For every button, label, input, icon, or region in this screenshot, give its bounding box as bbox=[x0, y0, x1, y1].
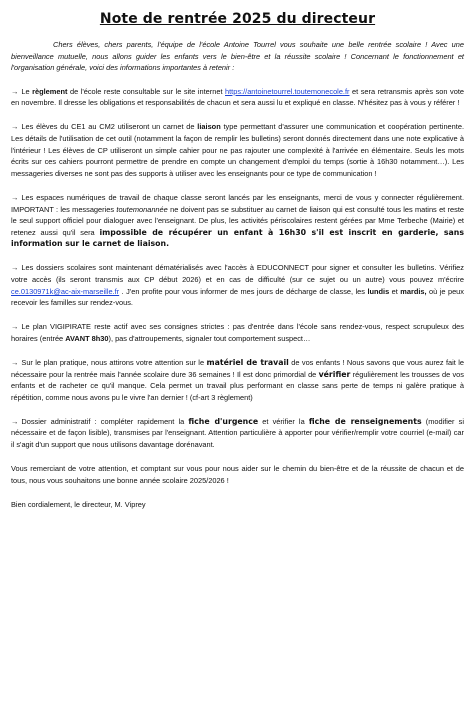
arrow-icon: → bbox=[11, 357, 19, 367]
administratif-paragraph: → Dossier administratif : compléter rapidement la fiche d'urgence et vérifier la fiche de renseignements (modifier si nécessaire et de façon lisible), transmises par l'enseignant. Attention particulière à apporter pour vérifier/remplir votre courriel (e-mail) car il s'agit d'un support que nous utilisons davantage dorénavant. bbox=[11, 416, 464, 450]
reglement-paragraph: → Le règlement de l'école reste consultable sur le site internet https://antoinetourrel.toutemonecole.fr et sera retransmis après son vote en novembre. Il dresse les obligations et responsabilités de chacun et sera aussi lu et expliqué en classe. N'hésitez pas à vous y référer ! bbox=[11, 86, 464, 108]
dossiers-paragraph: → Les dossiers scolaires sont maintenant dématérialisés avec l'accès à EDUCONNECT pour signer et consulter les bulletins. Vérifiez votre accès (ils seront transmis aux CP début 2026) et en cas de difficulté (sur ce sujet ou un autre) vous pouvez m'écrire ce.0130971k@ac-aix-marseille.fr . J'en profite pour vous informer de mes jours de décharge de classe, les lundis et mardis, où je peux recevoir les familles sur rendez-vous. bbox=[11, 263, 464, 308]
arrow-icon: → bbox=[11, 263, 19, 273]
fiche-renseignements-keyword: fiche de renseignements bbox=[308, 416, 422, 426]
arrow-icon: → bbox=[11, 416, 19, 426]
arrow-icon: → bbox=[11, 322, 19, 332]
vigipirate-paragraph: → Le plan VIGIPIRATE reste actif avec ses consignes strictes : pas d'entrée dans l'école sans rendez-vous, respect scrupuleux des horaires (entrée AVANT 8h30), pas d'attroupements, signaler tout comportement suspect… bbox=[11, 322, 464, 343]
intro-paragraph: Chers élèves, chers parents, l'équipe de l'école Antoine Tourrel vous souhaite une belle rentrée scolaire ! Avec une bienveillance mutuelle, nous allons guider les enfants vers le bien-être et la réussite scolaire ! Concernant le fonctionnement et l'organisation générale, voici des informations importantes à retenir : bbox=[11, 40, 464, 73]
arrow-icon: → bbox=[11, 192, 19, 202]
materiel-keyword: matériel de travail bbox=[206, 357, 289, 367]
arrow-icon: → bbox=[11, 86, 19, 96]
arrow-icon: → bbox=[11, 122, 19, 132]
fiche-urgence-keyword: fiche d'urgence bbox=[188, 416, 259, 426]
school-website-link[interactable]: https://antoinetourrel.toutemonecole.fr bbox=[225, 86, 350, 96]
remerciements-paragraph: Vous remerciant de votre attention, et comptant sur vous pour nous aider sur le chemin du bien-être et de la réussite de chacun et de tous, nous vous souhaitons une bonne année scolaire 2025/2026 ! bbox=[11, 464, 464, 485]
materiel-paragraph: → Sur le plan pratique, nous attirons votre attention sur le matériel de travail de vos enfants ! Nous savons que vous aurez fait le nécessaire pour la rentrée mais l'année scolaire dure 36 semaines ! Il est donc primordial de vérifier régulièrement les trousses de vos enfants et de racheter ce qu'il manque. Cela permet un travail plus performant en classe sans perte de temps ni galère pratique à répétition, comme nous avons pu le vivre l'an dernier ! (cf-art 3 règlement) bbox=[11, 357, 464, 402]
lundis-keyword: lundis bbox=[367, 286, 390, 296]
numerique-paragraph: → Les espaces numériques de travail de chaque classe seront lancés par les enseignants, merci de vous y connecter régulièrement. IMPORTANT : les messageries toutemonannée ne doivent pas se substituer au carnet de liaison qui est consulté tous les matins et reste le seul support officiel pour dialoguer avec l'enseignant. De plus, les activités périscolaires restent gérées par Mme Terbeche (Mairie) et retenez aussi qu'il sera impossible de récupérer un enfant à 16h30 s'il est inscrit en garderie, sans information sur le carnet de liaison. bbox=[11, 192, 464, 249]
garderie-warning: impossible de récupérer un enfant à 16h30 s'il est inscrit en garderie, sans information sur le carnet de liaison. bbox=[11, 227, 464, 249]
liaison-keyword: liaison bbox=[197, 122, 221, 132]
liaison-paragraph: → Les élèves du CE1 au CM2 utiliseront un carnet de liaison type permettant d'assurer une communication et coopération pertinente. Les détails de l'utilisation de cet outil (notamment la façon de remplir les bulletins) seront donnés directement dans une note explicative à l'intérieur ! Les élèves de CP utiliseront un simple cahier pour ne pas rajouter une complexité à l'arrivée en élémentaire. Seuls les mots écrits sur ces cahiers pourront permettre de prendre en compte un changement d'emploi du temps (sortie à 16h30 notamment…). Les messageries diverses ne sont pas des supports à utiliser avec les enseignants pour ce type de communication ! bbox=[11, 122, 464, 178]
entry-time-keyword: AVANT 8h30 bbox=[65, 333, 109, 343]
reglement-keyword: règlement bbox=[32, 86, 68, 96]
messaging-name: toutemonannée bbox=[116, 204, 168, 214]
signature: Bien cordialement, le directeur, M. Viprey bbox=[11, 499, 146, 509]
page-title: Note de rentrée 2025 du directeur bbox=[99, 11, 376, 27]
director-email-link[interactable]: ce.0130971k@ac-aix-marseille.fr bbox=[11, 286, 120, 296]
mardis-keyword: mardis, bbox=[400, 286, 427, 296]
verifier-keyword: vérifier bbox=[318, 369, 351, 379]
